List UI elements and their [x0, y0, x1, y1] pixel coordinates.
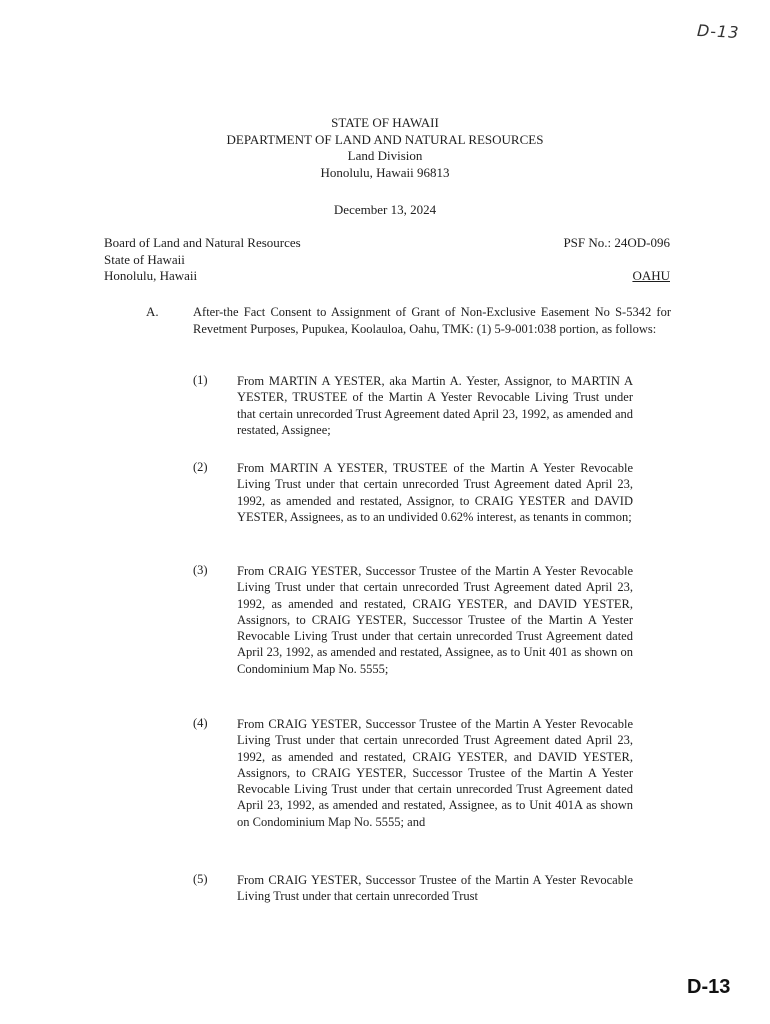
psf-number: PSF No.: 24OD-096 — [563, 235, 670, 250]
header-department: DEPARTMENT OF LAND AND NATURAL RESOURCES — [226, 131, 544, 147]
handwritten-exhibit-label: D-13 — [696, 20, 740, 43]
item-2-text: From MARTIN A YESTER, TRUSTEE of the Martin A Yester Revocable Living Trust under that certain unrecorded Trust Agreement dated April 23, 1992, as amended and restated, Assignor, to CRAIG YESTER and DAVID YESTER, Assignees, as to an undivided 0.62% interest, as tenants in common; — [237, 461, 633, 524]
section-a-text: After-the Fact Consent to Assignment of Grant of Non-Exclusive Easement No S-5342 for Revetment Purposes, Pupukea, Koolauloa, Oahu, TMK: (1) 5-9-001:038 portion, as follows: — [193, 305, 671, 336]
item-2-number: (2) — [193, 460, 208, 474]
island-name: OAHU — [632, 268, 670, 283]
item-1-text: From MARTIN A YESTER, aka Martin A. Yester, Assignor, to MARTIN A YESTER, TRUSTEE of the Martin A Yester Revocable Living Trust under that certain unrecorded Trust Agreement dated April 23, 1992, as amended and restated, Assignee; — [237, 374, 633, 437]
item-3-number: (3) — [193, 563, 208, 577]
item-1-number: (1) — [193, 373, 208, 387]
section-a-label: A. — [146, 304, 159, 319]
addressee-line-2: State of Hawaii — [104, 251, 185, 267]
item-5-text: From CRAIG YESTER, Successor Trustee of the Martin A Yester Revocable Living Trust under that certain unrecorded Trust — [237, 873, 633, 904]
header-city: Honolulu, Hawaii 96813 — [320, 164, 450, 180]
addressee-line-1: Board of Land and Natural Resources — [104, 235, 301, 250]
header-division: Land Division — [347, 148, 423, 163]
addressee-line-3: Honolulu, Hawaii — [104, 268, 198, 283]
item-4-text: From CRAIG YESTER, Successor Trustee of the Martin A Yester Revocable Living Trust under that certain unrecorded Trust Agreement dated April 23, 1992, as amended and restated, CRAIG YESTER, and DAVID YESTER, Assignors, to CRAIG YESTER, Successor Trustee of the Martin A Yester Revocable Living Trust under that certain unrecorded Trust Agreement dated April 23, 1992, as amended and restated, Assignee, as to Unit 401A as shown on Condominium Map No. 5555; and — [237, 717, 633, 829]
item-3-text: From CRAIG YESTER, Successor Trustee of the Martin A Yester Revocable Living Trust under that certain unrecorded Trust Agreement dated April 23, 1992, as amended and restated, CRAIG YESTER, and DAVID YESTER, Assignors, to CRAIG YESTER, Successor Trustee of the Martin A Yester Revocable Living Trust under that certain unrecorded Trust Agreement dated April 23, 1992, as amended and restated, Assignee, as to Unit 401 as shown on Condominium Map No. 5555; — [237, 564, 633, 676]
letterhead — [0, 115, 770, 181]
document-date: December 13, 2024 — [333, 202, 437, 217]
exhibit-stamp: D-13 — [687, 976, 731, 998]
item-4-number: (4) — [193, 716, 208, 730]
header-state: STATE OF HAWAII — [331, 115, 439, 130]
item-5-number: (5) — [193, 872, 208, 886]
addressee-block — [104, 235, 301, 285]
